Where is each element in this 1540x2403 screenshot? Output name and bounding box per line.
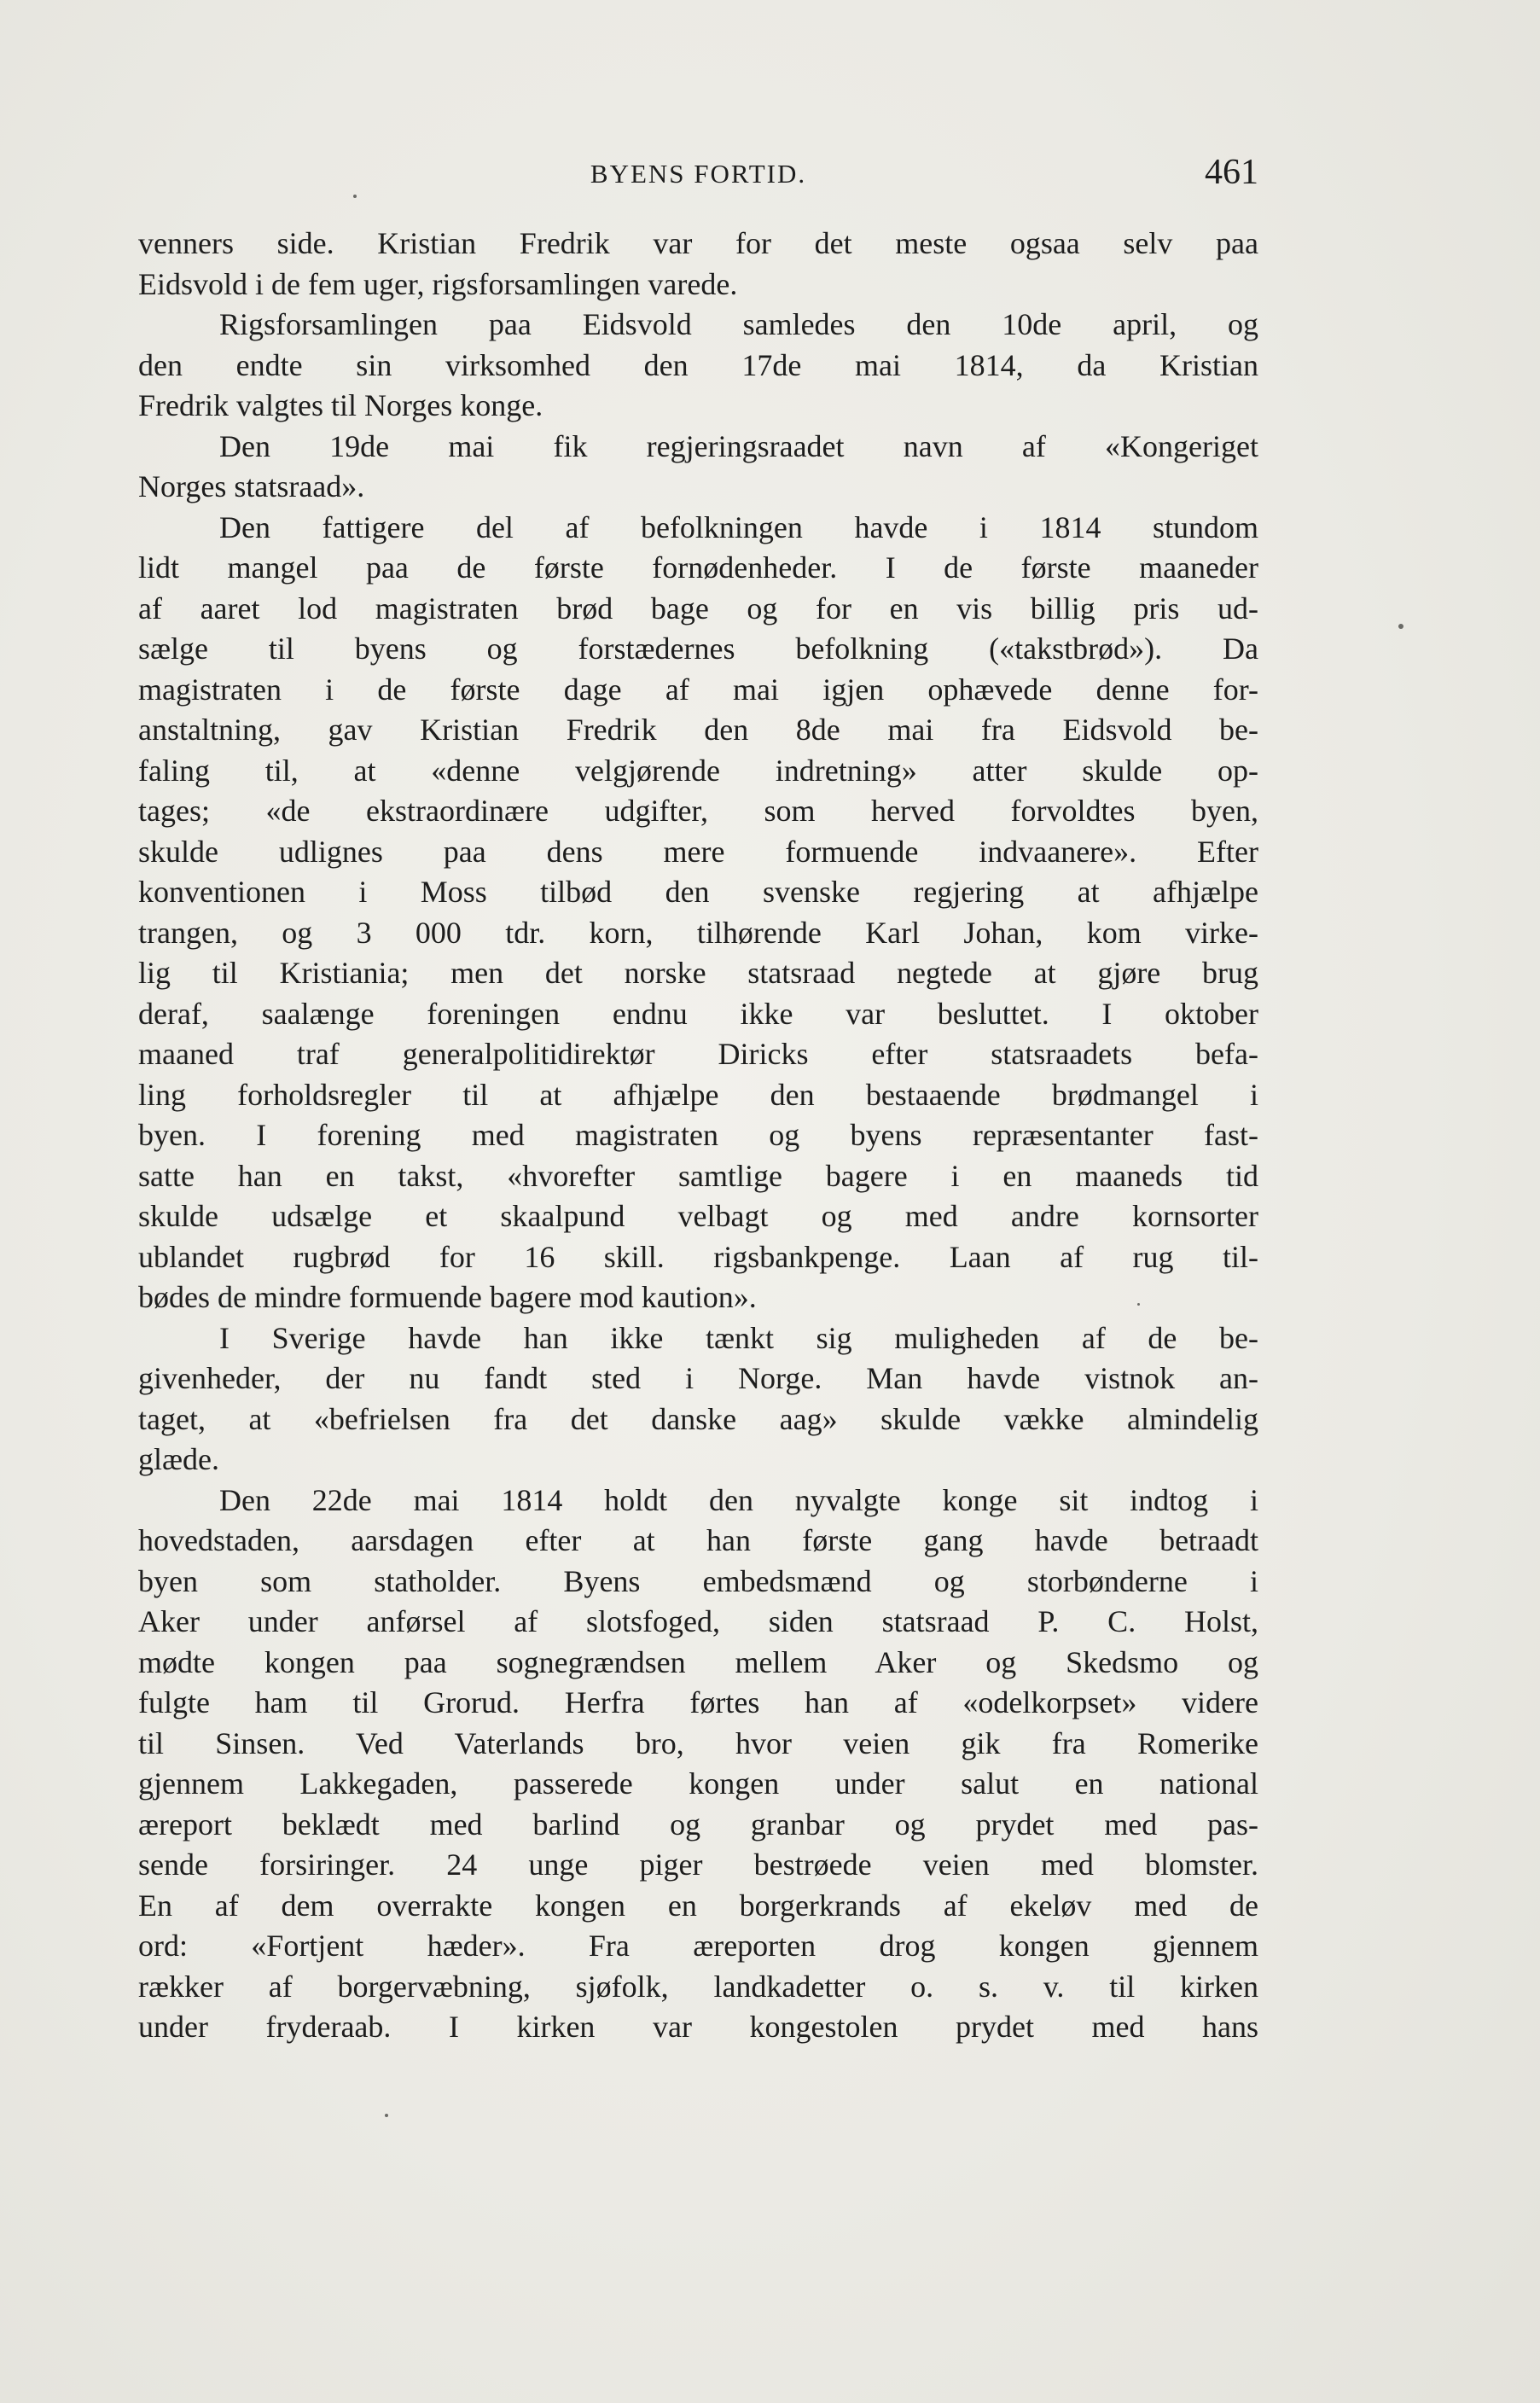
text-line: bødes de mindre formuende bagere mod kaution». [138, 1280, 757, 1314]
text-line: under fryderaab. I kirken var kongestolen prydet med hans [138, 2010, 1258, 2044]
text-line: I Sverige havde han ikke tænkt sig muligheden af de be- [219, 1320, 1258, 1355]
text-line: Den 22de mai 1814 holdt den nyvalgte konge sit indtog i [219, 1482, 1258, 1517]
text-line: satte han en takst, «hvorefter samtlige bagere i en maaneds tid [138, 1158, 1258, 1193]
text-line: Rigsforsamlingen paa Eidsvold samledes den 10de april, og [219, 307, 1258, 341]
page-header [138, 152, 1258, 195]
text-line: givenheder, der nu fandt sted i Norge. Man havde vistnok an- [138, 1361, 1258, 1395]
text-line: sende forsiringer. 24 unge piger bestrøede veien med blomster. [138, 1847, 1258, 1882]
text-line: anstaltning, gav Kristian Fredrik den 8de mai fra Eidsvold be- [138, 713, 1258, 747]
text-line: hovedstaden, aarsdagen efter at han første gang havde betraadt [138, 1523, 1258, 1557]
text-line: til Sinsen. Ved Vaterlands bro, hvor veien gik fra Romerike [138, 1725, 1258, 1760]
text-line: ling forholdsregler til at afhjælpe den bestaaende brødmangel i [138, 1077, 1258, 1112]
paper-speck [353, 195, 357, 198]
text-line: æreport beklædt med barlind og granbar og prydet med pas- [138, 1807, 1258, 1842]
text-line: venners side. Kristian Fredrik var for det meste ogsaa selv paa [138, 226, 1258, 260]
text-line: byen som statholder. Byens embedsmænd og storbønderne i [138, 1563, 1258, 1598]
text-line: taget, at «befrielsen fra det danske aag» skulde vække almindelig [138, 1401, 1258, 1436]
text-line: Norges statsraad». [138, 469, 365, 503]
text-line: den endte sin virksomhed den 17de mai 1814, da Kristian [138, 347, 1258, 382]
text-line: deraf, saalænge foreningen endnu ikke var besluttet. I oktober [138, 996, 1258, 1031]
text-line: glæde. [138, 1442, 219, 1476]
text-line: En af dem overrakte kongen en borgerkrands af ekeløv med de [138, 1888, 1258, 1923]
text-line: Den fattigere del af befolkningen havde i 1814 stundom [219, 509, 1258, 544]
paper-speck [385, 2114, 388, 2117]
text-line: Eidsvold i de fem uger, rigsforsamlingen varede. [138, 266, 738, 301]
text-line: mødte kongen paa sognegrændsen mellem Aker og Skedsmo og [138, 1644, 1258, 1679]
text-line: skulde udlignes paa dens mere formuende indvaanere». Efter [138, 834, 1258, 869]
text-line: skulde udsælge et skaalpund velbagt og med andre kornsorter [138, 1199, 1258, 1233]
paper-speck [1398, 624, 1403, 629]
text-line: faling til, at «denne velgjørende indretning» atter skulde op- [138, 753, 1258, 788]
body-text [138, 224, 1258, 2048]
text-line: lig til Kristiania; men det norske statsraad negtede at gjøre brug [138, 956, 1258, 990]
text-line: Fredrik valgtes til Norges konge. [138, 388, 543, 422]
text-line: fulgte ham til Grorud. Herfra førtes han af «odelkorpset» videre [138, 1685, 1258, 1719]
running-title: BYENS FORTID. [590, 159, 807, 189]
text-line: byen. I forening med magistraten og byens repræsentanter fast- [138, 1118, 1258, 1152]
text-line: ublandet rugbrød for 16 skill. rigsbankpenge. Laan af rug til- [138, 1239, 1258, 1274]
text-line: Den 19de mai fik regjeringsraadet navn af «Kongeriget [219, 428, 1258, 463]
text-line: maaned traf generalpolitidirektør Diricks efter statsraadets befa- [138, 1037, 1258, 1071]
text-line: ord: «Fortjent hæder». Fra æreporten drog kongen gjennem [138, 1929, 1258, 1963]
text-line: trangen, og 3 000 tdr. korn, tilhørende Karl Johan, kom virke- [138, 915, 1258, 950]
text-line: gjennem Lakkegaden, passerede kongen under salut en national [138, 1766, 1258, 1801]
text-line: magistraten i de første dage af mai igjen ophævede denne for- [138, 672, 1258, 707]
text-line: af aaret lod magistraten brød bage og for en vis billig pris ud- [138, 591, 1258, 625]
text-line: lidt mangel paa de første fornødenheder. I de første maaneder [138, 550, 1258, 585]
text-line: rækker af borgervæbning, sjøfolk, landkadetter o. s. v. til kirken [138, 1969, 1258, 2004]
page-number: 461 [1205, 153, 1258, 192]
text-line: sælge til byens og forstædernes befolkning («takstbrød»). Da [138, 631, 1258, 666]
text-line: Aker under anførsel af slotsfoged, siden statsraad P. C. Holst, [138, 1604, 1258, 1638]
text-line: tages; «de ekstraordinære udgifter, som herved forvoldtes byen, [138, 794, 1258, 828]
paper-speck [1137, 1303, 1140, 1306]
text-line: konventionen i Moss tilbød den svenske regjering at afhjælpe [138, 875, 1258, 909]
